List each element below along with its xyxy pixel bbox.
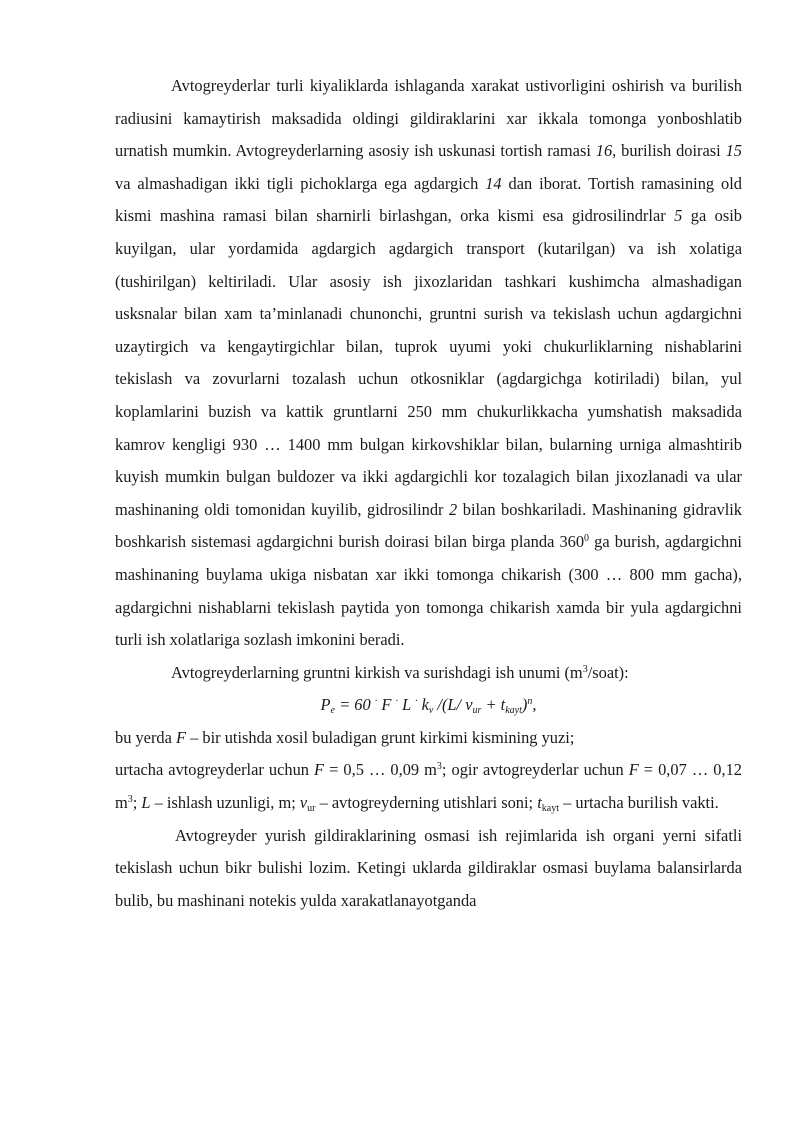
formula: $P_e = 60$ · F · L · $k_v$ /(L/ $v_{ur} + t_{kayt})^n$, <box>320 695 537 717</box>
paragraph-productivity: Avtogreyderlarning gruntni kirkish va surishdagi ish unumi $(m^3/soat)$: <box>171 662 629 682</box>
paragraph-description: Avtogreyderlar turli kiyaliklarda ishlaganda xarakat ustivorligini oshirish va burilish radiusini kamaytirish maksadida oldingi gildiraklarini xar ikkala tomonga yonboshlatib urnatish mumkin. Avtogreyderlarning asosiy ish uskunasi tortish ramasi 16, burilish doirasi 15 va almashadigan ikki tigli pichoklarga ega agdargich 14 dan iborat. Tortish ramasining old kismi mashina ramasi bilan sharnirli birlashgan, orka kismi esa gidrosilindrlar 5 ga osib kuyilgan, ular yordamida agdargich agdargich transport (kutarilgan) va ish xolatiga (tushirilgan) keltiriladi. Ular asosiy ish jixozlaridan tashkari kushimcha almashadigan usksnalar bilan xam ta’minlanadi chunonchi, gruntni surish va tekislash uchun agdargichni uzaytirgich va kengaytirgichlar bilan, tuprok uyumi yoki chukurliklarning nishablarini tekislash va zovurlarni tozalash uchun otkosniklar (agdargichga kotiriladi) bilan, yul koplamlarini buzish va kattik gruntlarni 250 mm chukurlikkacha yumshatish maksadida kamrov kengligi 930 … 1400 mm bulgan kirkovshiklar bilan, bularning urniga almashtirib kuyish mumkin bulgan buldozer va ikki agdargichli kor tozalagich bilan jixozlanadi va ular mashinaning oldi tomonidan kuyilib, gidrosilindr 2 bilan boshkariladi. Mashinaning gidravlik boshkarish sistemasi agdargichni burish doirasi bilan birga planda $360^0$ ga burish, agdargichni mashinaning buylama ukiga nisbatan xar ikki tomonga chikarish (300 … 800 mm gacha), agdargichni nishablarni tekislash paytida yon tomonga chikarish xamda bir yula agdargichni turli ish xolatlariga sozlash imkonini beradi. <box>115 76 742 650</box>
definition-line-1: bu yerda F – bir utishda xosil buladigan grunt kirkimi kismining yuzi; <box>115 727 575 747</box>
body-text <box>115 70 742 917</box>
definition-line-2: urtacha avtogreyderlar uchun F = 0,5 … 0,09 $m^3$; ogir avtogreyderlar uchun F = 0,07 … 0,12 $m^3$; L – ishlash uzunligi, m; $v_{ur}$ – avtogreyderning utishlari soni; $t_{kayt}$ – urtacha burilish vakti. <box>115 760 742 815</box>
paragraph-suspension: Avtogreyder yurish gildiraklarining osmasi ish rejimlarida ish organi yerni sifatli tekislash uchun bikr bulishi lozim. Ketingi uklarda gildiraklar osmasi buylama balansirlarda bulib, bu mashinani notekis yulda xarakatlanayotganda <box>115 825 742 910</box>
